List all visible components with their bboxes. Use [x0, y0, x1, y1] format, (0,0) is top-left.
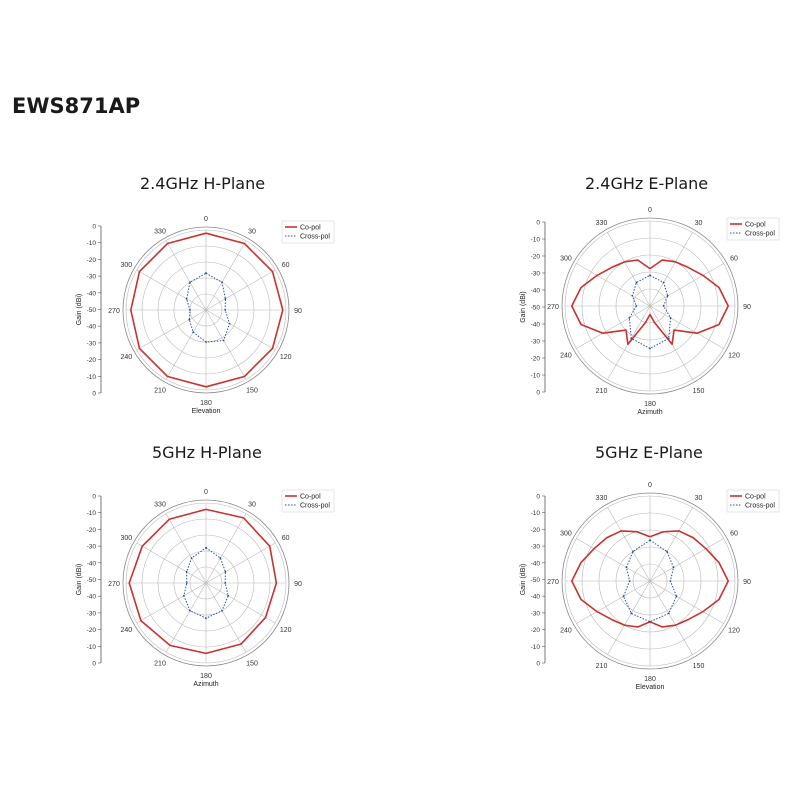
radial-tick-label: -20 [86, 256, 96, 264]
cross-pol-point [189, 281, 191, 283]
radial-tick-label: -10 [86, 240, 96, 248]
legend-label-co-pol: Co-pol [300, 493, 321, 501]
radial-tick-label: -50 [530, 577, 540, 584]
radial-tick-label: -20 [86, 526, 96, 534]
y-axis-label: Gain (dBi) [76, 563, 83, 596]
cross-pol-point [224, 582, 226, 584]
angle-tick-label: 0 [648, 207, 652, 214]
angle-tick-label: 30 [694, 219, 703, 227]
angle-tick-label: 90 [294, 581, 302, 588]
cross-pol-point [630, 612, 632, 614]
cross-pol-point [224, 298, 226, 300]
angle-tick-label: 120 [728, 352, 740, 360]
legend-label-co-pol: Co-pol [745, 493, 766, 501]
cross-pol-point [630, 337, 632, 339]
polar-chart-1 [76, 216, 334, 415]
angle-tick-label: 0 [648, 482, 652, 489]
angle-tick-label: 240 [560, 352, 572, 360]
radial-tick-label: -10 [530, 510, 540, 518]
cross-pol-point [676, 595, 678, 597]
chart-legend [282, 490, 334, 512]
radial-tick-label: -10 [530, 372, 540, 380]
cross-pol-point [663, 282, 665, 284]
cross-pol-point [623, 595, 625, 597]
radial-tick-label: -20 [530, 355, 540, 363]
radial-tick-label: -40 [86, 560, 96, 568]
grid-spoke [650, 581, 724, 624]
radial-tick-label: -40 [86, 290, 96, 298]
cross-pol-point [191, 557, 193, 559]
radial-tick-label: -40 [86, 593, 96, 601]
cross-pol-point [221, 281, 223, 283]
grid-spoke [576, 581, 650, 624]
angle-tick-label: 0 [204, 216, 208, 223]
radial-tick-label: 0 [92, 660, 96, 668]
grid-spoke [166, 514, 206, 583]
angle-tick-label: 150 [246, 660, 258, 668]
radial-tick-label: -30 [530, 610, 540, 618]
cross-pol-point [183, 595, 185, 597]
angle-tick-label: 90 [294, 308, 302, 315]
radial-tick-label: -30 [86, 543, 96, 551]
cross-pol-point [629, 580, 631, 582]
grid-spoke [650, 539, 724, 582]
grid-spoke [166, 583, 206, 652]
angle-tick-label: 180 [200, 400, 212, 407]
angle-tick-label: 150 [692, 388, 705, 396]
radial-tick-label: -30 [530, 338, 540, 346]
x-axis-label: Azimuth [193, 681, 219, 688]
radial-tick-label: 0 [92, 493, 96, 501]
angle-tick-label: 270 [547, 579, 559, 586]
angle-tick-label: 300 [560, 530, 572, 538]
grid-spoke [206, 514, 246, 583]
cross-pol-point [205, 341, 207, 343]
grid-spoke [206, 270, 275, 310]
cross-pol-point [205, 547, 207, 549]
cross-pol-point [673, 567, 675, 569]
angle-tick-label: 30 [248, 228, 256, 236]
radial-tick-label: -10 [530, 643, 540, 651]
radial-tick-label: -20 [530, 253, 540, 261]
angle-tick-label: 30 [694, 494, 703, 502]
angle-tick-label: 210 [154, 387, 166, 395]
angle-tick-label: 270 [547, 304, 559, 311]
cross-pol-point [631, 295, 633, 297]
angle-tick-label: 210 [154, 660, 166, 668]
cross-pol-point [668, 337, 670, 339]
radial-tick-label: 0 [92, 223, 96, 231]
cross-pol-point [649, 621, 651, 623]
grid-spoke [166, 310, 206, 379]
grid-spoke [650, 264, 724, 307]
legend-label-cross-pol: Cross-pol [745, 230, 775, 238]
cross-pol-point [649, 348, 651, 350]
x-axis-label: Elevation [635, 684, 665, 691]
cross-pol-point [188, 319, 190, 321]
radial-tick-label: -30 [86, 340, 96, 348]
angle-tick-label: 90 [743, 579, 751, 586]
grid-spoke [137, 543, 206, 583]
grid-spoke [137, 583, 206, 623]
chart-title-2: 2.4GHz E-Plane [585, 174, 709, 193]
chart-title-3: 5GHz H-Plane [152, 443, 262, 462]
radial-tick-label: -20 [530, 627, 540, 635]
angle-tick-label: 300 [560, 255, 572, 263]
radial-tick-label: -20 [86, 627, 96, 635]
grid-spoke [206, 241, 246, 310]
angle-tick-label: 330 [154, 228, 166, 236]
cross-pol-point [227, 595, 229, 597]
chart-title-4: 5GHz E-Plane [595, 443, 703, 462]
polar-chart-4 [520, 482, 779, 691]
angle-tick-label: 150 [246, 387, 258, 395]
legend-label-cross-pol: Cross-pol [745, 502, 775, 510]
cross-pol-point [667, 295, 669, 297]
radial-tick-label: -40 [530, 321, 540, 329]
chart-legend [727, 218, 779, 240]
cross-pol-point [636, 282, 638, 284]
cross-pol-point [192, 331, 194, 333]
angle-tick-label: 180 [644, 676, 656, 683]
radial-tick-label: -20 [86, 357, 96, 365]
cross-pol-point [205, 617, 207, 619]
cross-pol-point [224, 571, 226, 573]
cross-pol-point [220, 557, 222, 559]
cross-pol-point [186, 298, 188, 300]
cross-pol-point [636, 305, 638, 307]
grid-spoke [206, 583, 246, 652]
angle-tick-label: 240 [560, 627, 572, 635]
angle-tick-label: 150 [692, 663, 705, 671]
radial-tick-label: 0 [536, 389, 540, 397]
angle-tick-label: 60 [730, 530, 738, 538]
angle-tick-label: 180 [200, 673, 212, 680]
radial-tick-label: -50 [86, 307, 96, 314]
radial-tick-label: -30 [530, 270, 540, 278]
angle-tick-label: 60 [281, 262, 290, 269]
grid-spoke [576, 539, 650, 582]
legend-label-co-pol: Co-pol [300, 224, 321, 232]
chart-legend [727, 490, 779, 512]
grid-spoke [166, 241, 206, 310]
cross-pol-point [189, 309, 191, 311]
cross-pol-point [224, 309, 226, 311]
radial-tick-label: -30 [86, 273, 96, 281]
chart-legend [282, 221, 334, 243]
grid-spoke [576, 264, 650, 307]
angle-tick-label: 270 [108, 308, 120, 315]
angle-tick-label: 330 [154, 501, 166, 509]
radial-tick-label: 0 [536, 660, 540, 668]
y-axis-label: Gain (dBi) [520, 291, 527, 323]
legend-label-cross-pol: Cross-pol [300, 233, 330, 241]
legend-label-co-pol: Co-pol [745, 221, 766, 229]
radial-tick-label: -50 [86, 577, 96, 584]
angle-tick-label: 180 [644, 401, 656, 408]
page-title: EWS871AP [12, 94, 141, 118]
grid-spoke [137, 270, 206, 310]
radial-tick-label: -40 [530, 560, 540, 568]
angle-tick-label: 210 [595, 388, 608, 396]
radial-tick-label: -10 [86, 373, 96, 381]
angle-tick-label: 120 [728, 627, 740, 635]
angle-tick-label: 270 [108, 581, 120, 588]
grid-spoke [206, 543, 275, 583]
cross-pol-point [628, 317, 630, 319]
cross-pol-point [229, 323, 231, 325]
angle-tick-label: 0 [204, 489, 208, 496]
radial-tick-label: 0 [536, 493, 540, 501]
angle-tick-label: 30 [248, 501, 256, 509]
angle-tick-label: 120 [279, 627, 292, 634]
grid-spoke [206, 310, 246, 379]
radial-tick-label: 0 [92, 390, 96, 398]
angle-tick-label: 330 [595, 219, 608, 227]
radial-tick-label: 0 [536, 219, 540, 227]
grid-spoke [650, 507, 693, 581]
cross-pol-point [223, 340, 225, 342]
legend-label-cross-pol: Cross-pol [300, 502, 330, 510]
cross-pol-point [649, 275, 651, 277]
grid-spoke [650, 232, 693, 306]
angle-tick-label: 60 [281, 535, 290, 542]
radial-tick-label: -40 [86, 323, 96, 331]
cross-pol-point [626, 567, 628, 569]
radial-tick-label: -10 [86, 510, 96, 518]
cross-pol-point [670, 317, 672, 319]
cross-pol-point [221, 610, 223, 612]
grid-spoke [137, 310, 206, 350]
angle-tick-label: 210 [595, 663, 608, 671]
grid-spoke [206, 310, 275, 350]
y-axis-label: Gain (dBi) [76, 293, 83, 326]
cross-pol-point [186, 571, 188, 573]
angle-tick-label: 300 [120, 535, 133, 542]
radial-tick-label: -40 [530, 593, 540, 601]
cross-pol-point [632, 551, 634, 553]
angle-tick-label: 120 [279, 354, 292, 361]
radial-tick-label: -20 [530, 526, 540, 534]
cross-pol-point [663, 305, 665, 307]
cross-pol-point [186, 582, 188, 584]
angle-tick-label: 300 [120, 262, 133, 269]
radial-tick-label: -10 [86, 643, 96, 651]
cross-pol-point [189, 610, 191, 612]
radial-tick-label: -40 [530, 287, 540, 295]
angle-tick-label: 330 [595, 494, 608, 502]
cross-pol-point [670, 580, 672, 582]
cross-pol-point [649, 539, 651, 541]
radial-tick-label: -50 [530, 304, 540, 312]
angle-tick-label: 60 [730, 255, 738, 263]
grid-spoke [608, 581, 651, 655]
x-axis-label: Elevation [191, 408, 221, 415]
radial-tick-label: -30 [530, 543, 540, 551]
angle-tick-label: 240 [120, 354, 133, 361]
cross-pol-point [668, 612, 670, 614]
angle-tick-label: 240 [120, 627, 133, 634]
grid-spoke [608, 232, 651, 306]
radial-tick-label: -30 [86, 610, 96, 618]
angle-tick-label: 90 [743, 304, 751, 311]
grid-spoke [650, 581, 693, 655]
polar-chart-2 [520, 207, 779, 416]
cross-pol-point [205, 272, 207, 274]
chart-title-1: 2.4GHz H-Plane [140, 174, 266, 193]
cross-pol-point [666, 551, 668, 553]
polar-chart-3 [76, 489, 334, 688]
x-axis-label: Azimuth [637, 409, 663, 416]
radial-tick-label: -10 [530, 236, 540, 244]
y-axis-label: Gain (dBi) [520, 563, 527, 596]
